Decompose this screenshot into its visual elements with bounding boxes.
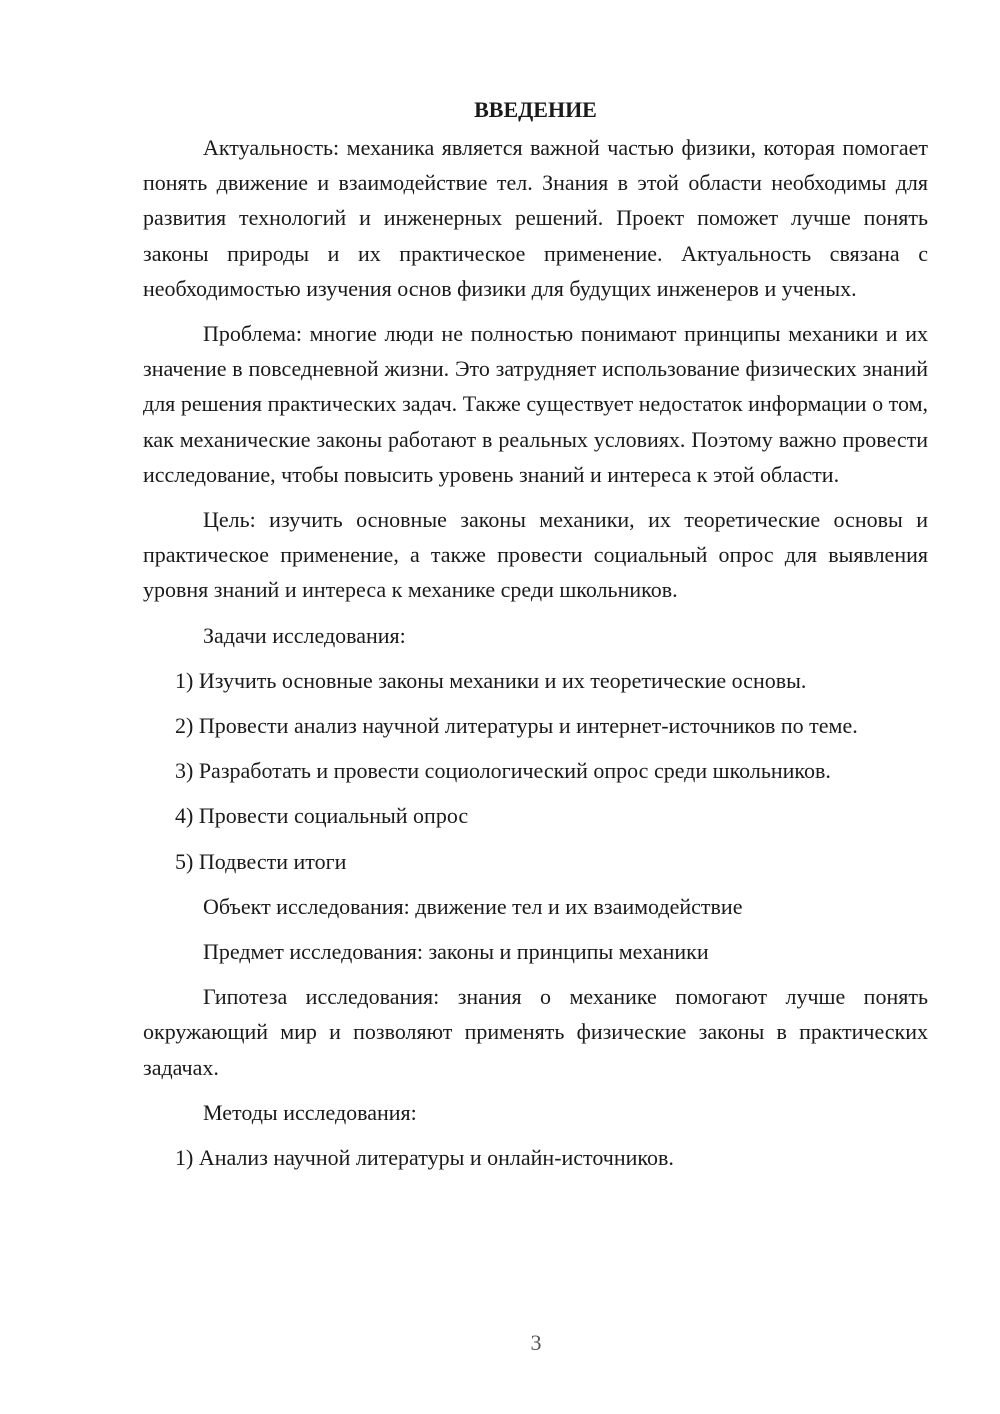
problem-paragraph: Проблема: многие люди не полностью понимают принципы механики и их значение в повседневной жизни. Это затрудняет использование физических знаний для решения практических задач. Также существует недостаток информации о том, как механические законы работают в реальных условиях. Поэтому важно провести исследование, чтобы повысить уровень знаний и интереса к этой области. <box>143 321 928 487</box>
page-number: 3 <box>530 1330 542 1355</box>
task-item-3: 3) Разработать и провести социологический опрос среди школьников. <box>175 758 831 784</box>
methods-label: Методы исследования: <box>203 1099 417 1125</box>
hypothesis-paragraph: Гипотеза исследования: знания о механике помогают лучше понять окружающий мир и позволяют применять физические законы в практических задачах. <box>143 984 928 1080</box>
research-object: Объект исследования: движение тел и их взаимодействие <box>203 893 743 919</box>
task-item-5: 5) Подвести итоги <box>175 848 347 874</box>
page-title: ВВЕДЕНИЕ <box>474 97 597 122</box>
task-item-4: 4) Провести социальный опрос <box>175 803 469 829</box>
goal-paragraph: Цель: изучить основные законы механики, их теоретические основы и практическое применение, а также провести социальный опрос для выявления уровня знаний и интереса к механике среди школьников. <box>143 507 928 603</box>
tasks-label: Задачи исследования: <box>203 622 406 648</box>
document-page <box>143 92 928 1185</box>
relevance-paragraph: Актуальность: механика является важной частью физики, которая помогает понять движение и взаимодействие тел. Знания в этой области необходимы для развития технологий и инженерных решений. Проект поможет лучше понять законы природы и их практическое применение. Актуальность связана с необходимостью изучения основ физики для будущих инженеров и ученых. <box>143 135 928 301</box>
research-subject: Предмет исследования: законы и принципы механики <box>203 939 709 965</box>
task-item-1: 1) Изучить основные законы механики и их теоретические основы. <box>175 667 807 693</box>
task-item-2: 2) Провести анализ научной литературы и интернет-источников по теме. <box>175 713 858 739</box>
method-item-1: 1) Анализ научной литературы и онлайн-источников. <box>175 1145 674 1171</box>
